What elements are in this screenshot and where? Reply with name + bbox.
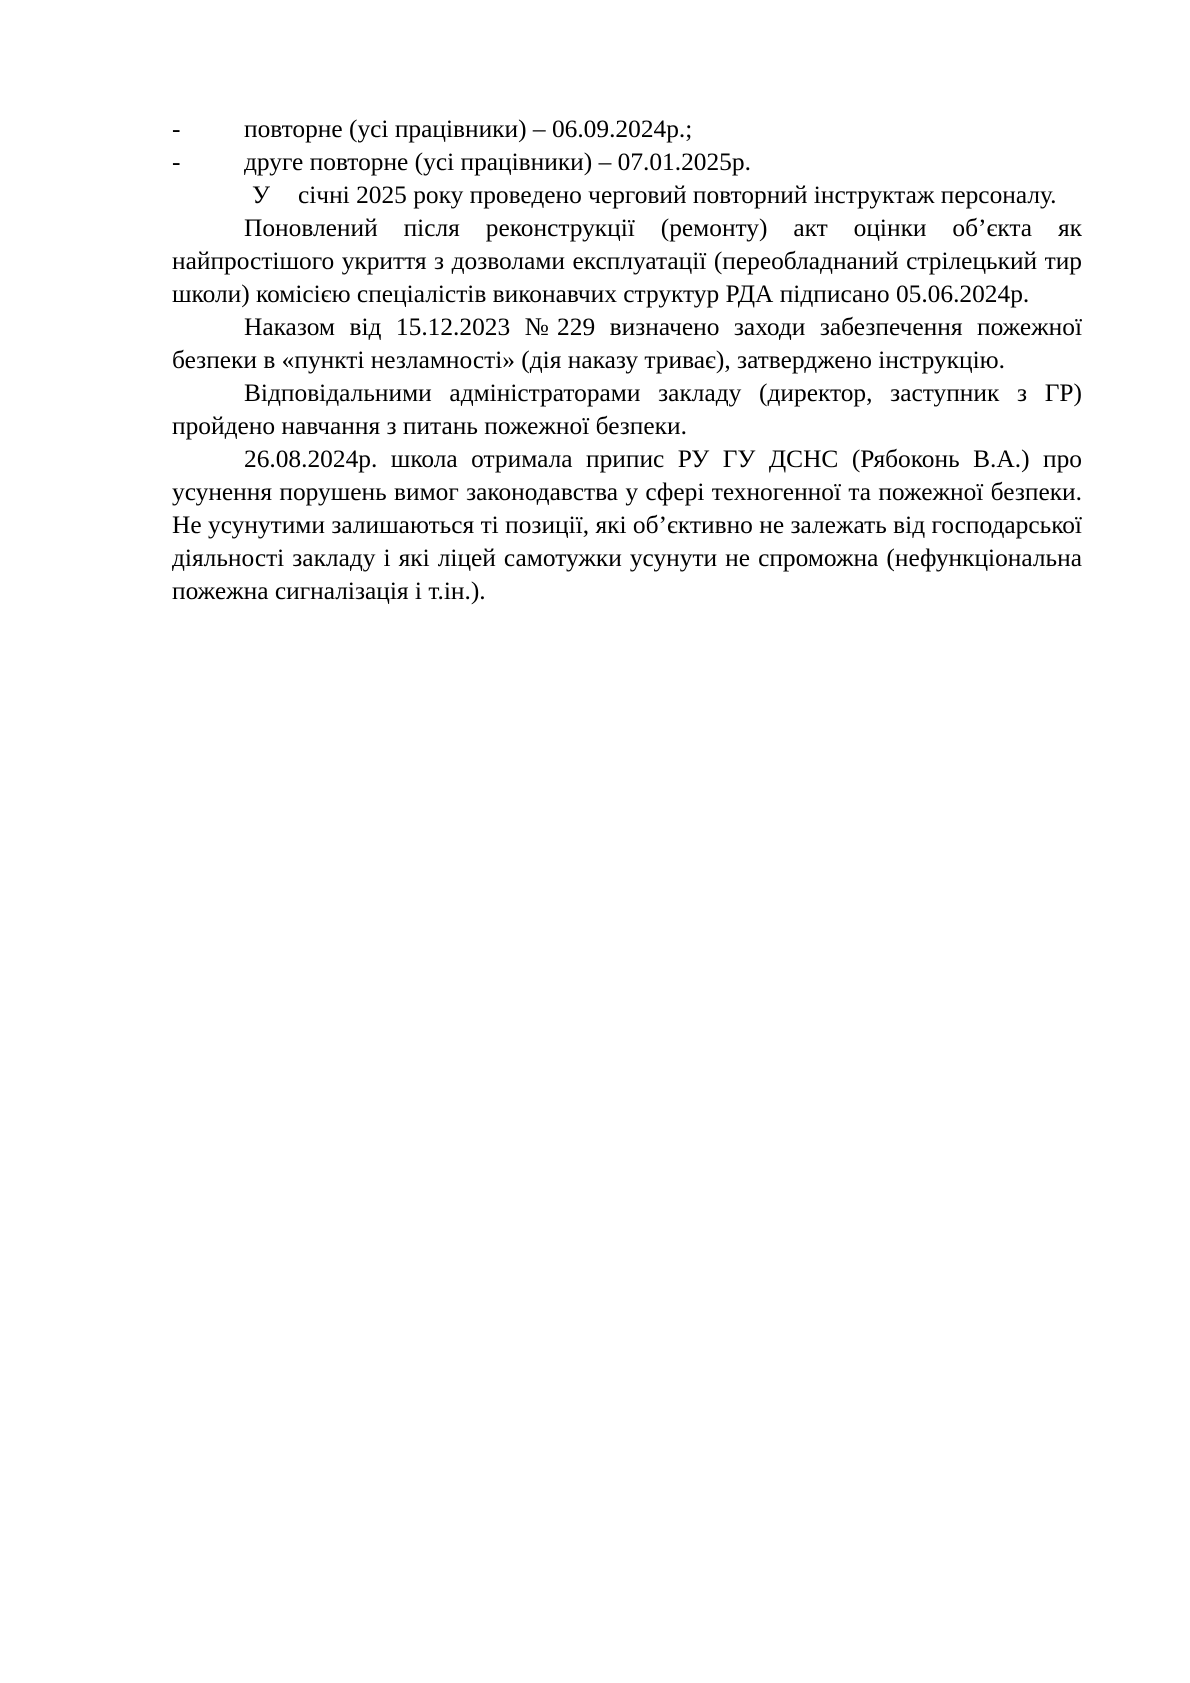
paragraph-administrators-training: Відповідальними адміністраторами закладу (директор, заступник з ГР) пройдено навчання з питань пожежної безпеки.	[172, 379, 1082, 440]
paragraph-lead: У	[252, 181, 270, 209]
paragraph-dsns-prescription: 26.08.2024р. школа отримала припис РУ ГУ ДСНС (Рябоконь В.А.) про усунення порушень вимог законодавства у сфері техногенної та пожежної безпеки. Не усунутими залишаються ті позиції, які об’єктивно не залежать від господарської діяльності закладу і які ліцей самотужки усунути не спроможна (нефункціональна пожежна сигналізація і т.ін.).	[172, 445, 1082, 605]
bullet-item	[172, 113, 1082, 146]
bullet-marker: -	[172, 148, 181, 176]
paragraph-fire-safety-order: Наказом від 15.12.2023 №229 визначено заходи забезпечення пожежної безпеки в «пункті незламності» (дія наказу триває), затверджено інструкцію.	[172, 313, 1082, 374]
bullet-item	[172, 146, 1082, 179]
paragraph-shelter-act: Поновлений після реконструкції (ремонту) акт оцінки об’єкта як найпростішого укриття з дозволами експлуатації (переобладнаний стрілецький тир школи) комісією спеціалістів виконавчих структур РДА підписано 05.06.2024р.	[172, 214, 1082, 308]
paragraph-text: січні 2025 року проведено черговий повторний інструктаж персоналу.	[297, 181, 1057, 209]
bullet-text: повторне (усі працівники) – 06.09.2024р.;	[244, 115, 693, 143]
bullet-marker: -	[172, 115, 181, 143]
document-body	[172, 113, 1082, 608]
bullet-text: друге повторне (усі працівники) – 07.01.2025р.	[244, 148, 751, 176]
paragraph-instruction-january	[172, 179, 1082, 212]
